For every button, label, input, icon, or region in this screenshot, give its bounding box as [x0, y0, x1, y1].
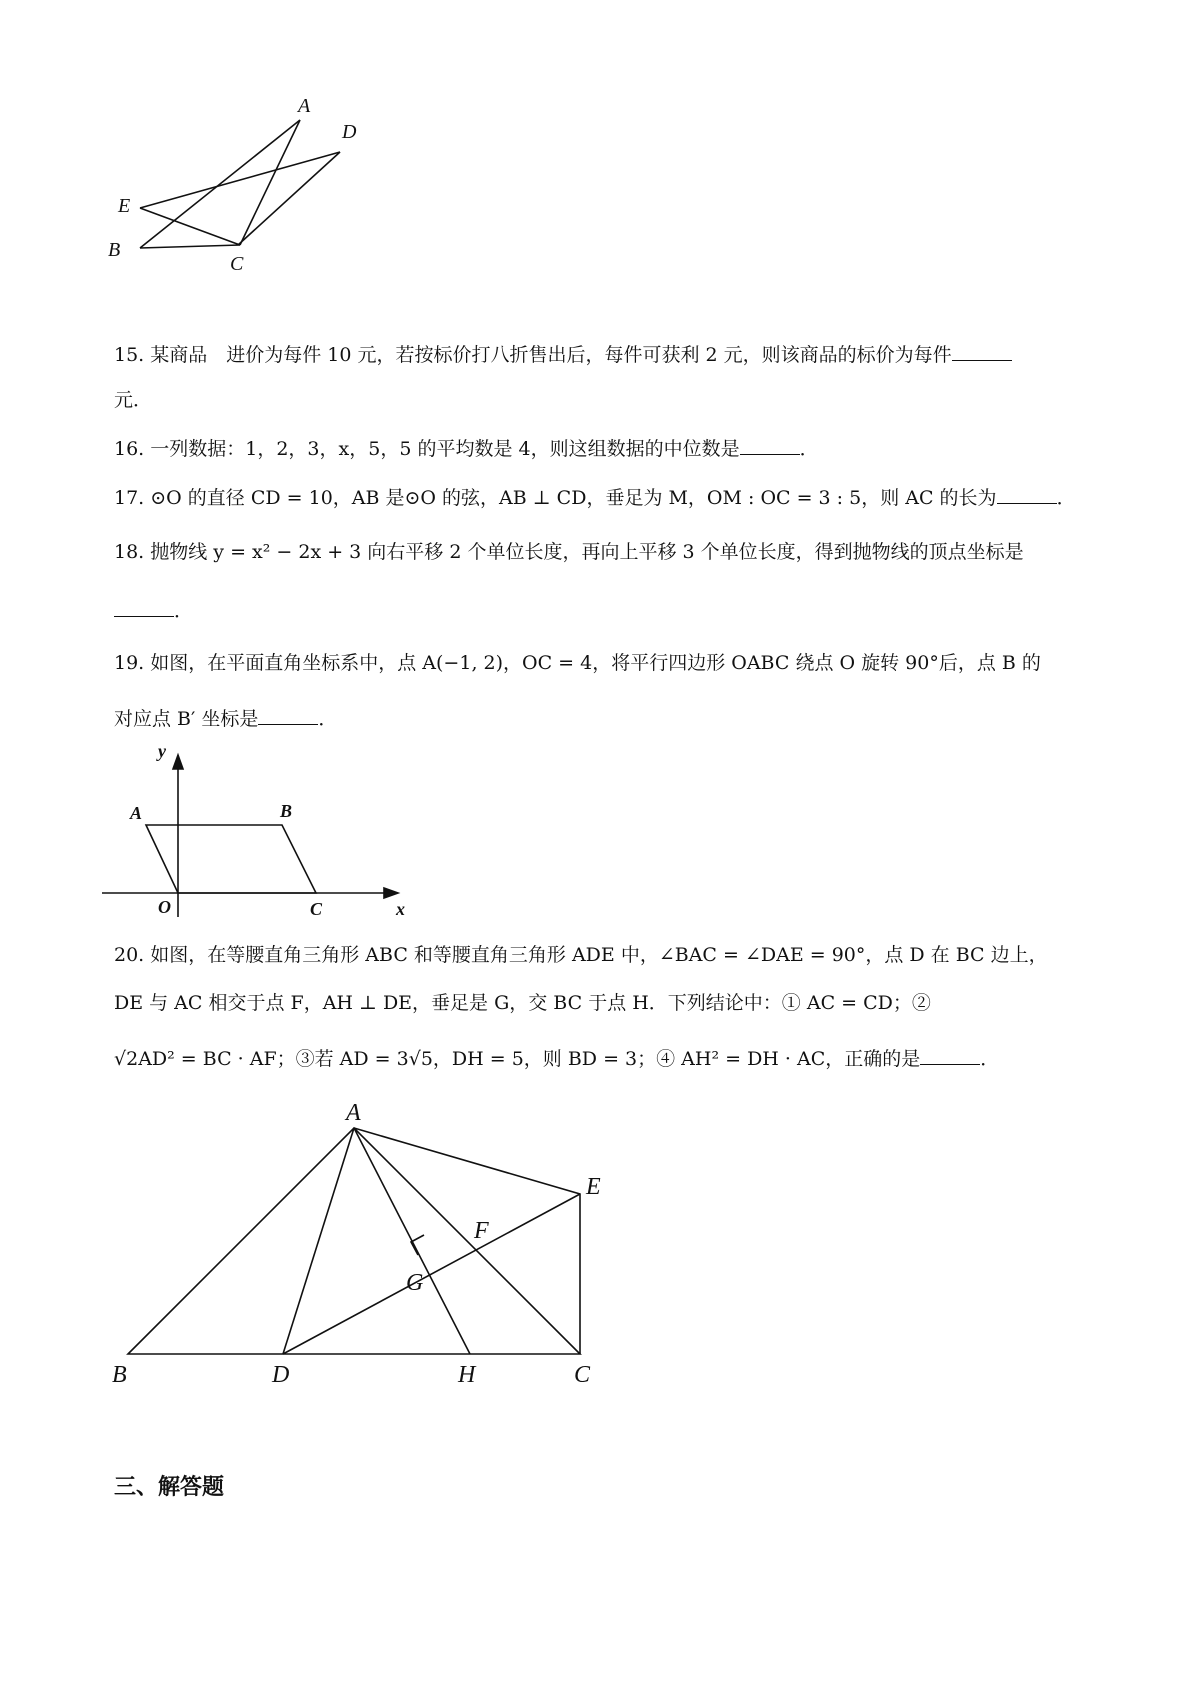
segment-ad	[283, 1128, 354, 1354]
answer-blank	[740, 436, 800, 455]
answer-blank	[997, 485, 1057, 504]
question-16	[114, 434, 1104, 464]
answer-blank	[952, 342, 1012, 361]
question-15	[114, 340, 1104, 370]
figure-q14	[100, 90, 380, 280]
question-18	[114, 537, 1104, 567]
label-a: A	[346, 1100, 361, 1126]
question-20-end: ．	[980, 1048, 1000, 1070]
label-y: y	[158, 741, 166, 761]
label-a: A	[298, 95, 311, 117]
question-18-text: 18. 抛物线 y = x² − 2x + 3 向右平移 2 个单位长度，再向上平移 3 个单位长度，得到抛物线的顶点坐标是	[114, 541, 1024, 563]
segment-bc	[140, 245, 240, 248]
question-17-end: ．	[1056, 487, 1076, 509]
label-b: B	[108, 239, 121, 261]
section-heading: 三、解答题	[114, 1475, 225, 1500]
question-20	[114, 940, 1104, 970]
question-20-line-3	[114, 1044, 1104, 1074]
label-g: G	[406, 1270, 424, 1296]
label-b: B	[280, 801, 293, 821]
segment-ac	[240, 120, 300, 245]
question-20-text: 20. 如图，在等腰直角三角形 ABC 和等腰直角三角形 ADE 中，∠BAC = ∠DAE = 90°，点 D 在 BC 边上，	[114, 944, 1048, 966]
label-f: F	[474, 1218, 489, 1244]
question-20-line-2	[114, 988, 1104, 1018]
question-19-text: 19. 如图，在平面直角坐标系中，点 A(−1, 2)，OC = 4，将平行四边形 OABC 绕点 O 旋转 90°后，点 B 的	[114, 652, 1041, 674]
question-18-continued	[114, 596, 1104, 626]
question-15-continued	[114, 385, 1104, 415]
question-17-text: 17. ⊙O 的直径 CD = 10，AB 是⊙O 的弦，AB ⊥ CD，垂足为 M，OM : OC = 3 : 5，则 AC 的长为	[114, 487, 997, 509]
question-20-text-2: DE 与 AC 相交于点 F，AH ⊥ DE，垂足是 G，交 BC 于点 H．下列结论中：① AC = CD；②	[114, 992, 931, 1014]
label-h: H	[458, 1362, 476, 1388]
y-axis-arrow-icon	[173, 755, 183, 769]
question-17	[114, 483, 1104, 513]
question-19-continued	[114, 704, 1104, 734]
question-15-text: 15. 某商品 进价为每件 10 元，若按标价打八折售出后，每件可获利 2 元，则该商品的标价为每件	[114, 344, 952, 366]
question-16-end: ．	[799, 438, 819, 460]
segment-de	[283, 1194, 580, 1354]
parallelogram-oabc	[146, 825, 316, 893]
question-16-text: 16. 一列数据：1，2，3，x，5，5 的平均数是 4，则这组数据的中位数是	[114, 438, 740, 460]
label-d: D	[272, 1362, 290, 1388]
label-d: D	[342, 121, 357, 143]
question-19-end: ．	[318, 708, 338, 730]
x-axis-arrow-icon	[384, 888, 398, 898]
question-19	[114, 648, 1104, 678]
label-e: E	[586, 1174, 601, 1200]
label-e: E	[118, 195, 131, 217]
question-18-end: ．	[174, 600, 194, 622]
answer-blank	[258, 706, 318, 725]
label-c: C	[230, 253, 244, 275]
segment-ab	[140, 120, 300, 248]
answer-blank	[920, 1046, 980, 1065]
label-c: C	[574, 1362, 591, 1388]
label-x: x	[396, 899, 405, 919]
question-20-text-3: √2AD² = BC · AF；③若 AD = 3√5，DH = 5，则 BD = 3；④ AH² = DH · AC，正确的是	[114, 1048, 921, 1070]
triangle-abc	[128, 1128, 580, 1354]
label-a: A	[130, 803, 143, 823]
question-19-text-2: 对应点 B′ 坐标是	[114, 708, 259, 730]
figure-q19	[100, 741, 420, 920]
question-15-unit: 元．	[114, 389, 153, 411]
figure-q20	[100, 1090, 620, 1390]
label-b: B	[112, 1362, 127, 1388]
answer-blank	[114, 598, 174, 617]
label-o: O	[158, 897, 171, 917]
label-c: C	[310, 899, 323, 919]
segment-ec	[140, 208, 240, 245]
